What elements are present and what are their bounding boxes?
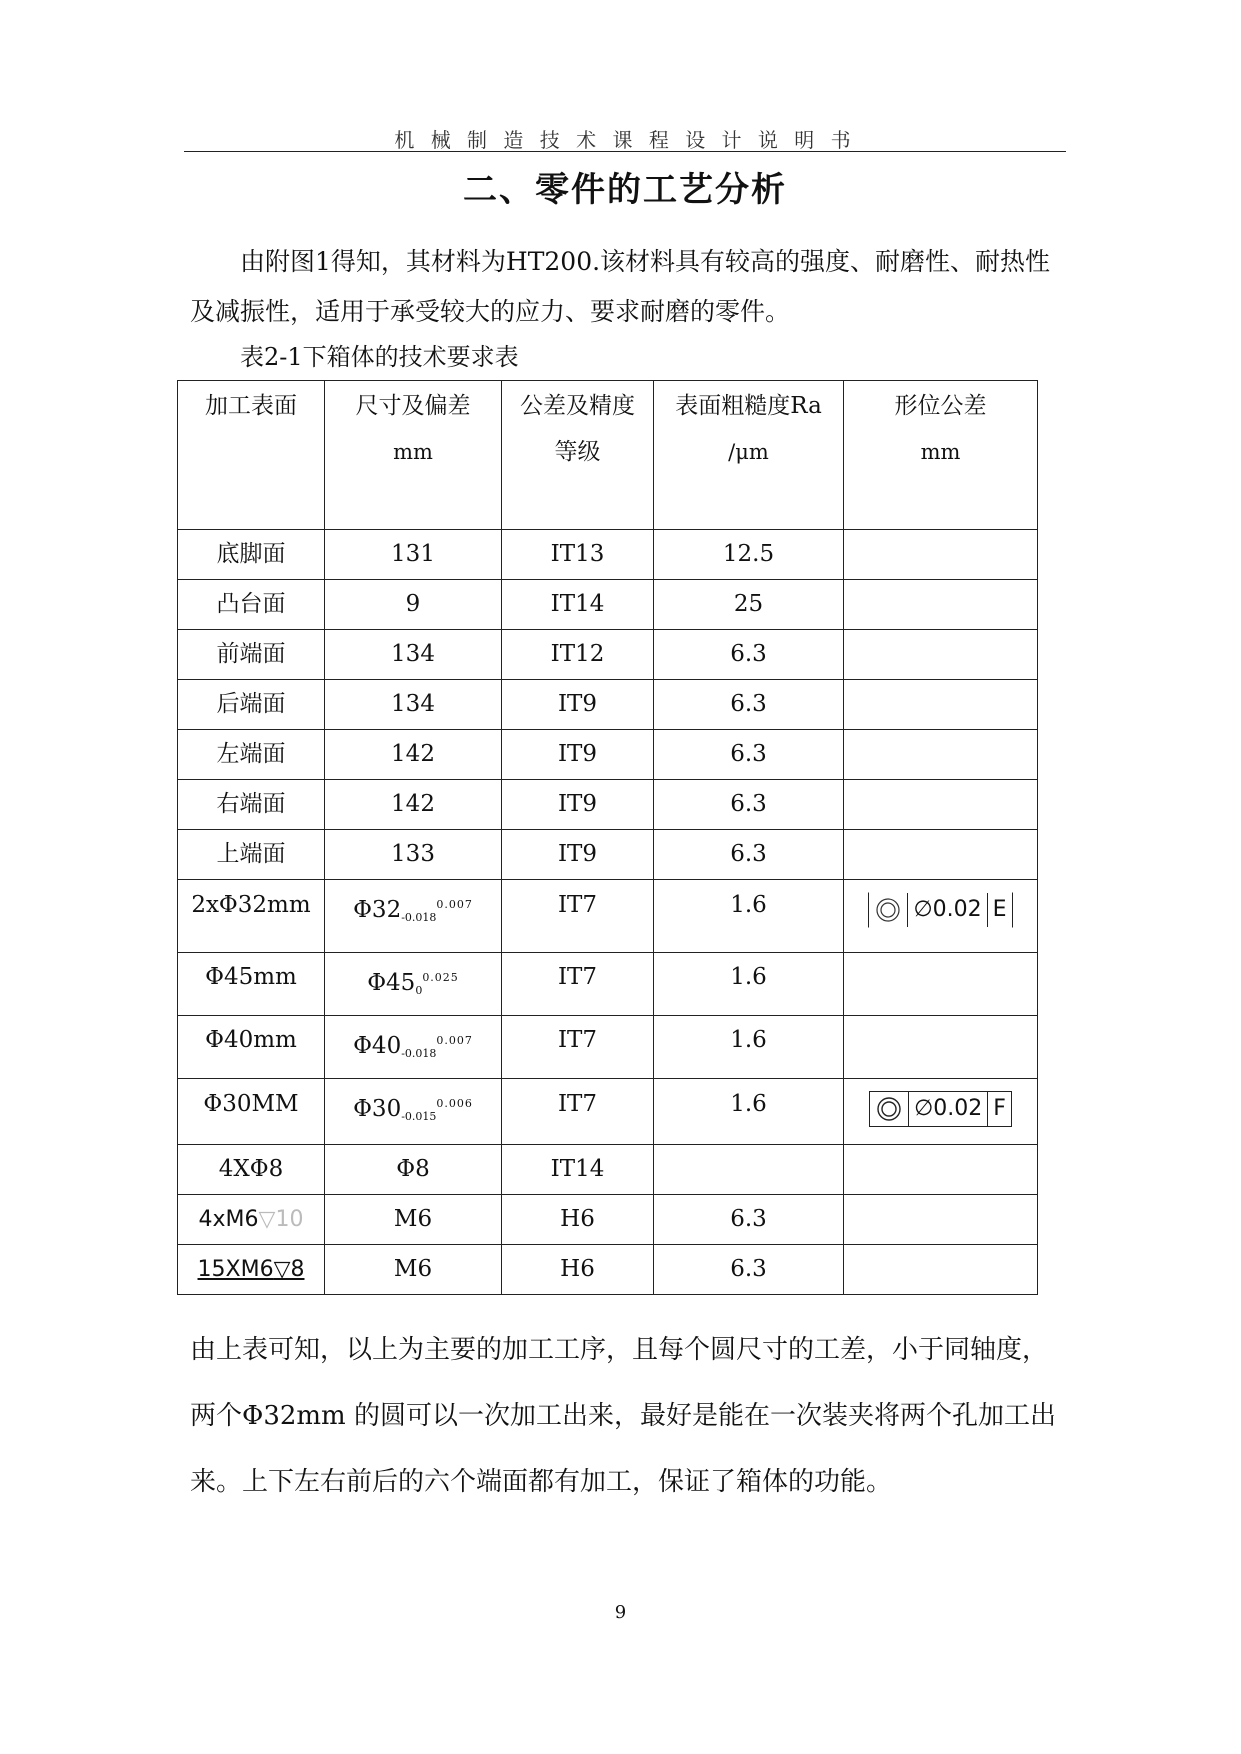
cell-surface: 4xM6▽10 [178,1195,325,1245]
conclusion-paragraph: 由上表可知，以上为主要的加工工序，且每个圆尺寸的工差，小于同轴度，两个Φ32mm 的圆可以一次加工出来，最好是能在一次装夹将两个孔加工出来。上下左右前后的六个端面都有加工，保证了箱体的功能。 [190,1335,1056,1497]
cell-grade: IT7 [502,1079,654,1145]
table-row [178,1079,1038,1145]
table-caption: 表2-1下箱体的技术要求表 [240,343,519,371]
tolerance-value: ∅0.02 [907,893,986,927]
cell-surface: 2xΦ32mm [178,880,325,953]
cell-surface: Φ45mm [178,953,325,1016]
cell-grade: IT7 [502,880,654,953]
cell-dimension: M6 [325,1195,502,1245]
cell-dimension: M6 [325,1245,502,1295]
intro-paragraph: 由附图1得知，其材料为HT200.该材料具有较高的强度、耐磨性、耐热性及减振性，适用于承受较大的应力、要求耐磨的零件。 [190,247,1051,326]
tech-requirements-table [177,380,1038,1295]
table-row [178,1016,1038,1079]
cell-dimension: 134 [325,680,502,730]
cell-grade: IT9 [502,780,654,830]
cell-grade: H6 [502,1195,654,1245]
header-cell-geometric-tolerance: 形位公差 mm [844,381,1038,530]
cell-grade: IT9 [502,830,654,880]
cell-dimension: Φ8 [325,1145,502,1195]
cell-roughness: 12.5 [654,530,844,580]
cell-surface: 左端面 [178,730,325,780]
cell-dimension: $\Phi 40_{-0.018}^{0.007}$ [325,1016,502,1079]
depth-symbol: ▽8 [273,1257,305,1282]
table-row [178,780,1038,830]
table-row [178,830,1038,880]
cell-tolerance [844,880,1038,953]
cell-grade: IT7 [502,1016,654,1079]
cell-dimension: 131 [325,530,502,580]
cell-surface: 上端面 [178,830,325,880]
cell-surface: 凸台面 [178,580,325,630]
cell-tolerance [844,830,1038,880]
table-row [178,1195,1038,1245]
cell-dimension: 142 [325,780,502,830]
cell-grade: IT14 [502,1145,654,1195]
cell-dimension: 134 [325,630,502,680]
cell-surface: Φ30MM [178,1079,325,1145]
cell-tolerance [844,530,1038,580]
cell-dimension: 133 [325,830,502,880]
concentricity-icon [869,893,907,927]
cell-roughness: 6.3 [654,730,844,780]
cell-tolerance [844,1079,1038,1145]
depth-symbol: ▽10 [258,1207,304,1232]
cell-roughness [654,1145,844,1195]
cell-roughness: 6.3 [654,780,844,830]
feature-control-frame [869,1091,1012,1127]
running-header: 机 械 制 造 技 术 课 程 设 计 说 明 书 [394,128,856,152]
cell-dimension: 142 [325,730,502,780]
header-cell-roughness: 表面粗糙度Ra /μm [654,381,844,530]
cell-surface: 15XM6▽8 [178,1245,325,1295]
cell-dimension: $\Phi 30_{-0.015}^{0.006}$ [325,1079,502,1145]
datum-reference: E [987,893,1012,927]
cell-tolerance [844,580,1038,630]
cell-grade: IT14 [502,580,654,630]
cell-grade: IT13 [502,530,654,580]
header-rule [184,151,1066,152]
cell-tolerance [844,1145,1038,1195]
concentricity-icon [870,1092,908,1126]
tolerance-value: ∅0.02 [908,1092,987,1126]
cell-roughness: 1.6 [654,953,844,1016]
table-row [178,580,1038,630]
cell-dimension: $\Phi 32_{-0.018}^{0.007}$ [325,880,502,953]
page-number: 9 [614,1602,627,1623]
header-cell-grade: 公差及精度 等级 [502,381,654,530]
cell-surface: 前端面 [178,630,325,680]
table-row [178,730,1038,780]
cell-tolerance [844,780,1038,830]
cell-surface: 底脚面 [178,530,325,580]
cell-roughness: 1.6 [654,1079,844,1145]
cell-tolerance [844,1245,1038,1295]
header-cell-dimension: 尺寸及偏差 mm [325,381,502,530]
cell-tolerance [844,730,1038,780]
cell-grade: IT12 [502,630,654,680]
table-row [178,530,1038,580]
cell-roughness: 1.6 [654,880,844,953]
section-title: 二、零件的工艺分析 [463,170,787,210]
datum-reference: F [987,1092,1011,1126]
cell-grade: IT9 [502,680,654,730]
table-row [178,630,1038,680]
cell-roughness: 6.3 [654,830,844,880]
header-cell-surface: 加工表面 [178,381,325,530]
cell-grade: IT9 [502,730,654,780]
table-row [178,953,1038,1016]
cell-roughness: 6.3 [654,680,844,730]
table-row [178,1245,1038,1295]
cell-surface: Φ40mm [178,1016,325,1079]
cell-roughness: 6.3 [654,1245,844,1295]
cell-surface: 4XΦ8 [178,1145,325,1195]
cell-grade: H6 [502,1245,654,1295]
cell-roughness: 1.6 [654,1016,844,1079]
table-header-row [178,381,1038,530]
cell-grade: IT7 [502,953,654,1016]
cell-tolerance [844,1195,1038,1245]
cell-surface: 右端面 [178,780,325,830]
cell-tolerance [844,953,1038,1016]
cell-dimension: 9 [325,580,502,630]
table-row [178,1145,1038,1195]
cell-tolerance [844,680,1038,730]
cell-roughness: 6.3 [654,1195,844,1245]
feature-control-frame [868,892,1012,928]
cell-tolerance [844,1016,1038,1079]
cell-tolerance [844,630,1038,680]
table-row [178,880,1038,953]
cell-roughness: 6.3 [654,630,844,680]
cell-surface: 后端面 [178,680,325,730]
cell-dimension: $\Phi 45_0^{0.025}$ [325,953,502,1016]
table-row [178,680,1038,730]
cell-roughness: 25 [654,580,844,630]
